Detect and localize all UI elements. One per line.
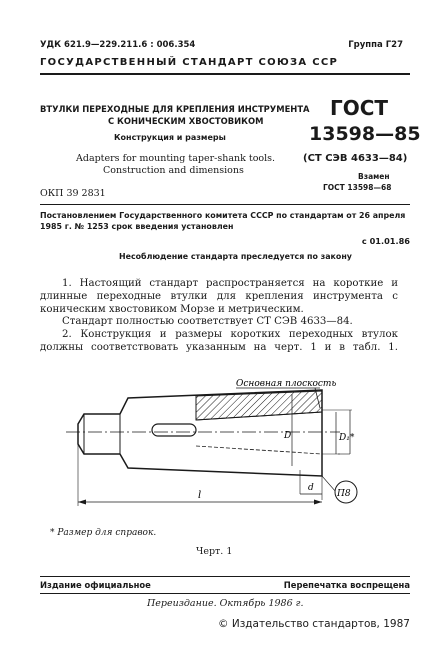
decree-line-2: 1985 г. № 1253 срок введения установлен	[40, 222, 234, 231]
title-subtitle: Конструкция и размеры	[114, 133, 226, 142]
official-edition: Издание официальное	[40, 580, 151, 590]
reissue-note: Переиздание. Октябрь 1986 г.	[147, 598, 304, 609]
dim-l-arrow-left	[78, 500, 86, 505]
replaces-standard: ГОСТ 13598—68	[323, 183, 392, 192]
cev-number: (СТ СЭВ 4633—84)	[303, 153, 408, 164]
balloon-leader	[322, 476, 336, 492]
effective-date: с 01.01.86	[361, 236, 410, 246]
footnote: * Размер для справок.	[50, 528, 157, 538]
dim-l-label: l	[198, 490, 202, 501]
group-code: Группа Г27	[348, 40, 403, 50]
dim-d-label: d	[308, 483, 314, 493]
replaces-label: Взамен	[358, 172, 390, 181]
paragraph-2: Стандарт полностью соответствует СТ СЭВ 4633—84.	[62, 316, 353, 328]
dim-D-label: D	[284, 431, 292, 441]
footer-rule-2	[40, 593, 410, 594]
okp-code: ОКП 39 2831	[40, 188, 106, 199]
dim-D1-label: D₁*	[339, 433, 355, 443]
title-line-2: С КОНИЧЕСКИМ ХВОСТОВИКОМ	[108, 116, 264, 126]
english-title-line-1: Adapters for mounting taper-shank tools.	[76, 153, 276, 164]
gost-number: 13598—85	[309, 123, 421, 145]
paragraph-3: 2. Конструкция и размеры коротких переходных втулок должны соответствовать указанным на черт. 1 и в табл. 1.	[40, 329, 398, 353]
state-standard-heading: ГОСУДАРСТВЕННЫЙ СТАНДАРТ СОЮЗА ССР	[40, 57, 339, 68]
english-title-line-2: Construction and dimensions	[103, 165, 244, 176]
base-plane-label: Основная плоскость	[236, 379, 337, 389]
reprint-forbidden: Перепечатка воспрещена	[283, 580, 410, 590]
decree-line-1: Постановлением Государственного комитета СССР по стандартам от 26 апреля	[40, 211, 406, 220]
paragraph-1: 1. Настоящий стандарт распространяется на короткие и длинные переходные втулки для крепления инструмента с коническим хвостовиком Морзе и метрическим.	[40, 278, 398, 315]
drift-slot	[152, 424, 196, 436]
gost-label: ГОСТ	[330, 96, 389, 120]
roughness-label: П8	[337, 489, 351, 499]
legal-warning: Несоблюдение стандарта преследуется по закону	[119, 252, 352, 261]
copyright: © Издательство стандартов, 1987	[218, 618, 410, 630]
udc-code: УДК 621.9—229.211.6 : 006.354	[40, 40, 196, 50]
bore-lower-line	[196, 446, 322, 454]
dim-l-arrow-right	[314, 500, 322, 505]
title-line-1: ВТУЛКИ ПЕРЕХОДНЫЕ ДЛЯ КРЕПЛЕНИЯ ИНСТРУМЕНТА	[40, 104, 310, 114]
footer-rule	[40, 576, 410, 577]
figure-caption: Черт. 1	[196, 546, 233, 557]
